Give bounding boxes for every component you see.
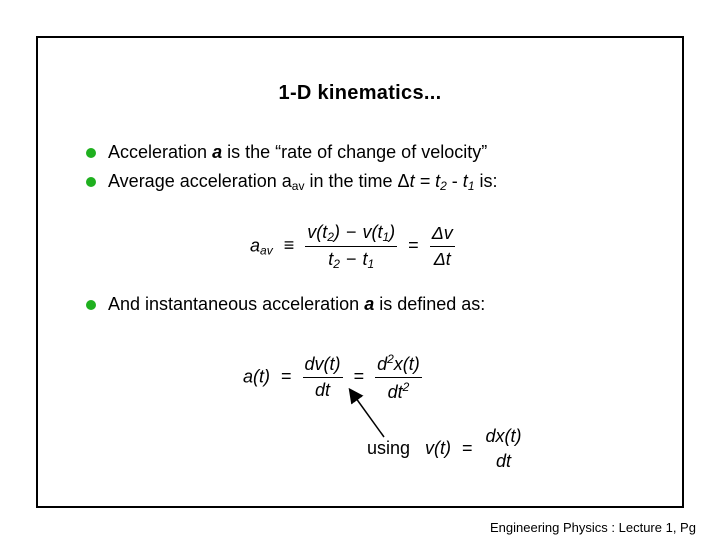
second-derivative-fraction: $\frac{d^2x(t)}{dt^2}$ [377,352,420,402]
slide-title: 1-D kinematics... [278,82,442,104]
dx-dt-fraction: dx(t) dt [485,426,522,471]
bullet-text: And instantaneous acceleration a is defined as: [108,294,486,314]
velocity-difference-fraction: $\frac{v(t_2) - v(t_1)}{t_2 - t_1}$ [307,222,396,271]
velocity-equation: v(t) = dx(t) dt [425,426,522,471]
slide-footer: Engineering Physics : Lecture 1, Pg [490,520,696,535]
bullet-text: Average acceleration $a_{av}$ in the time $\Delta t = t_2 - t_1$ is: [108,171,498,193]
instantaneous-acceleration-equation: a(t) = $\frac{dv(t)}{dt}$ = $\frac{d^2x(t)}{dt^2}$ [243,352,420,402]
dv-dt-fraction: $\frac{dv(t)}{dt}$ [304,354,341,400]
bullet-text: Acceleration a is the “rate of change of velocity” [108,142,488,162]
average-acceleration-equation: $a_{av}$ ≡ $\frac{v(t_2) - v(t_1)}{t_2 - t_1}$ = $\frac{\Delta v}{\Delta t}$ [250,222,453,271]
delta-fraction: $\frac{\Delta v}{\Delta t}$ [431,223,453,269]
using-label: using [367,438,411,458]
